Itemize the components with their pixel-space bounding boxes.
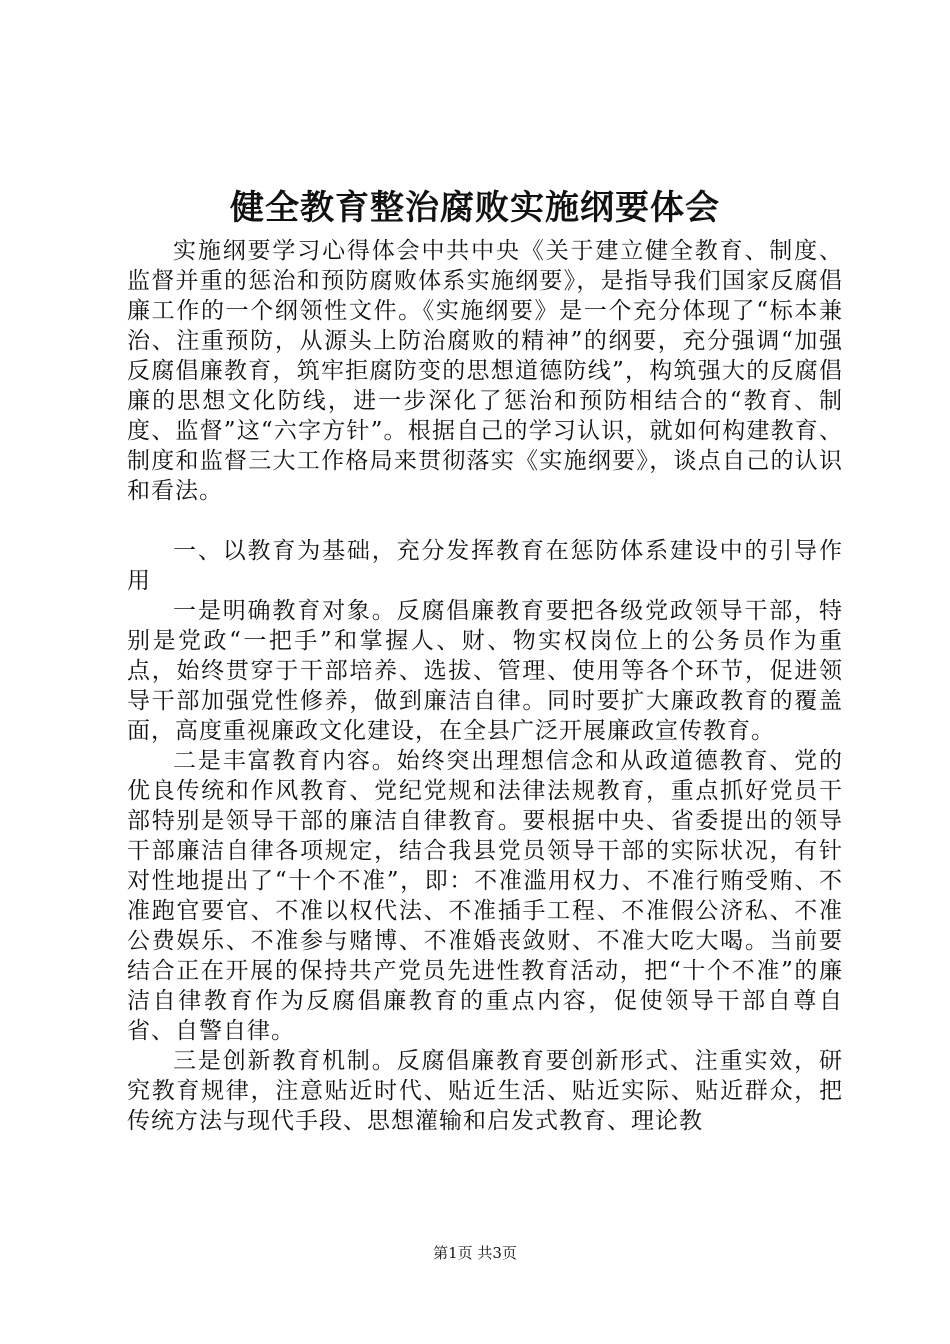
section-heading: 一、以教育为基础，充分发挥教育在惩防体系建设中的引导作用 (127, 538, 843, 594)
paragraph-education-mechanism: 三是创新教育机制。反腐倡廉教育要创新形式、注重实效，研究教育规律，注意贴近时代、贴近生活、贴近实际、贴近群众，把传统方法与现代手段、思想灌输和启发式教育、理论教 (127, 1048, 843, 1134)
paragraph-intro: 实施纲要学习心得体会中共中央《关于建立健全教育、制度、监督并重的惩治和预防腐败体系实施纲要》，是指导我们国家反腐倡廉工作的一个纲领性文件。《实施纲要》是一个充分体现了“标本兼治、注重预防，从源头上防治腐败的精神”的纲要，充分强调“加强反腐倡廉教育，筑牢拒腐防变的思想道德防线”，构筑强大的反腐倡廉的思想文化防线，进一步深化了惩治和预防相结合的“教育、制度、监督”这“六字方针”。根据自己的学习认识，就如何构建教育、制度和监督三大工作格局来贯彻落实《实施纲要》，谈点自己的认识和看法。 (127, 238, 843, 504)
paragraph-education-content: 二是丰富教育内容。始终突出理想信念和从政道德教育、党的优良传统和作风教育、党纪党规和法律法规教育，重点抓好党员干部特别是领导干部的廉洁自律教育。要根据中央、省委提出的领导干部廉洁自律各项规定，结合我县党员领导干部的实际状况，有针对性地提出了“十个不准”，即：不准滥用权力、不准行贿受贿、不准跑官要官、不准以权代法、不准插手工程、不准假公济私、不准公费娱乐、不准参与赌博、不准婚丧敛财、不准大吃大喝。当前要结合正在开展的保持共产党员先进性教育活动，把“十个不准”的廉洁自律教育作为反腐倡廉教育的重点内容，促使领导干部自尊自省、自警自律。 (127, 748, 843, 1044)
paragraph-education-target: 一是明确教育对象。反腐倡廉教育要把各级党政领导干部，特别是党政“一把手”和掌握人、财、物实权岗位上的公务员作为重点，始终贯穿于干部培养、选拔、管理、使用等各个环节，促进领导干部加强党性修养，做到廉洁自律。同时要扩大廉政教育的覆盖面，高度重视廉政文化建设，在全县广泛开展廉政宣传教育。 (127, 598, 843, 744)
document-body (127, 236, 843, 1136)
document-title: 健全教育整治腐败实施纲要体会 (230, 188, 720, 228)
page-footer: 第1页 共3页 (433, 1244, 517, 1262)
paragraph-gap (127, 506, 843, 536)
